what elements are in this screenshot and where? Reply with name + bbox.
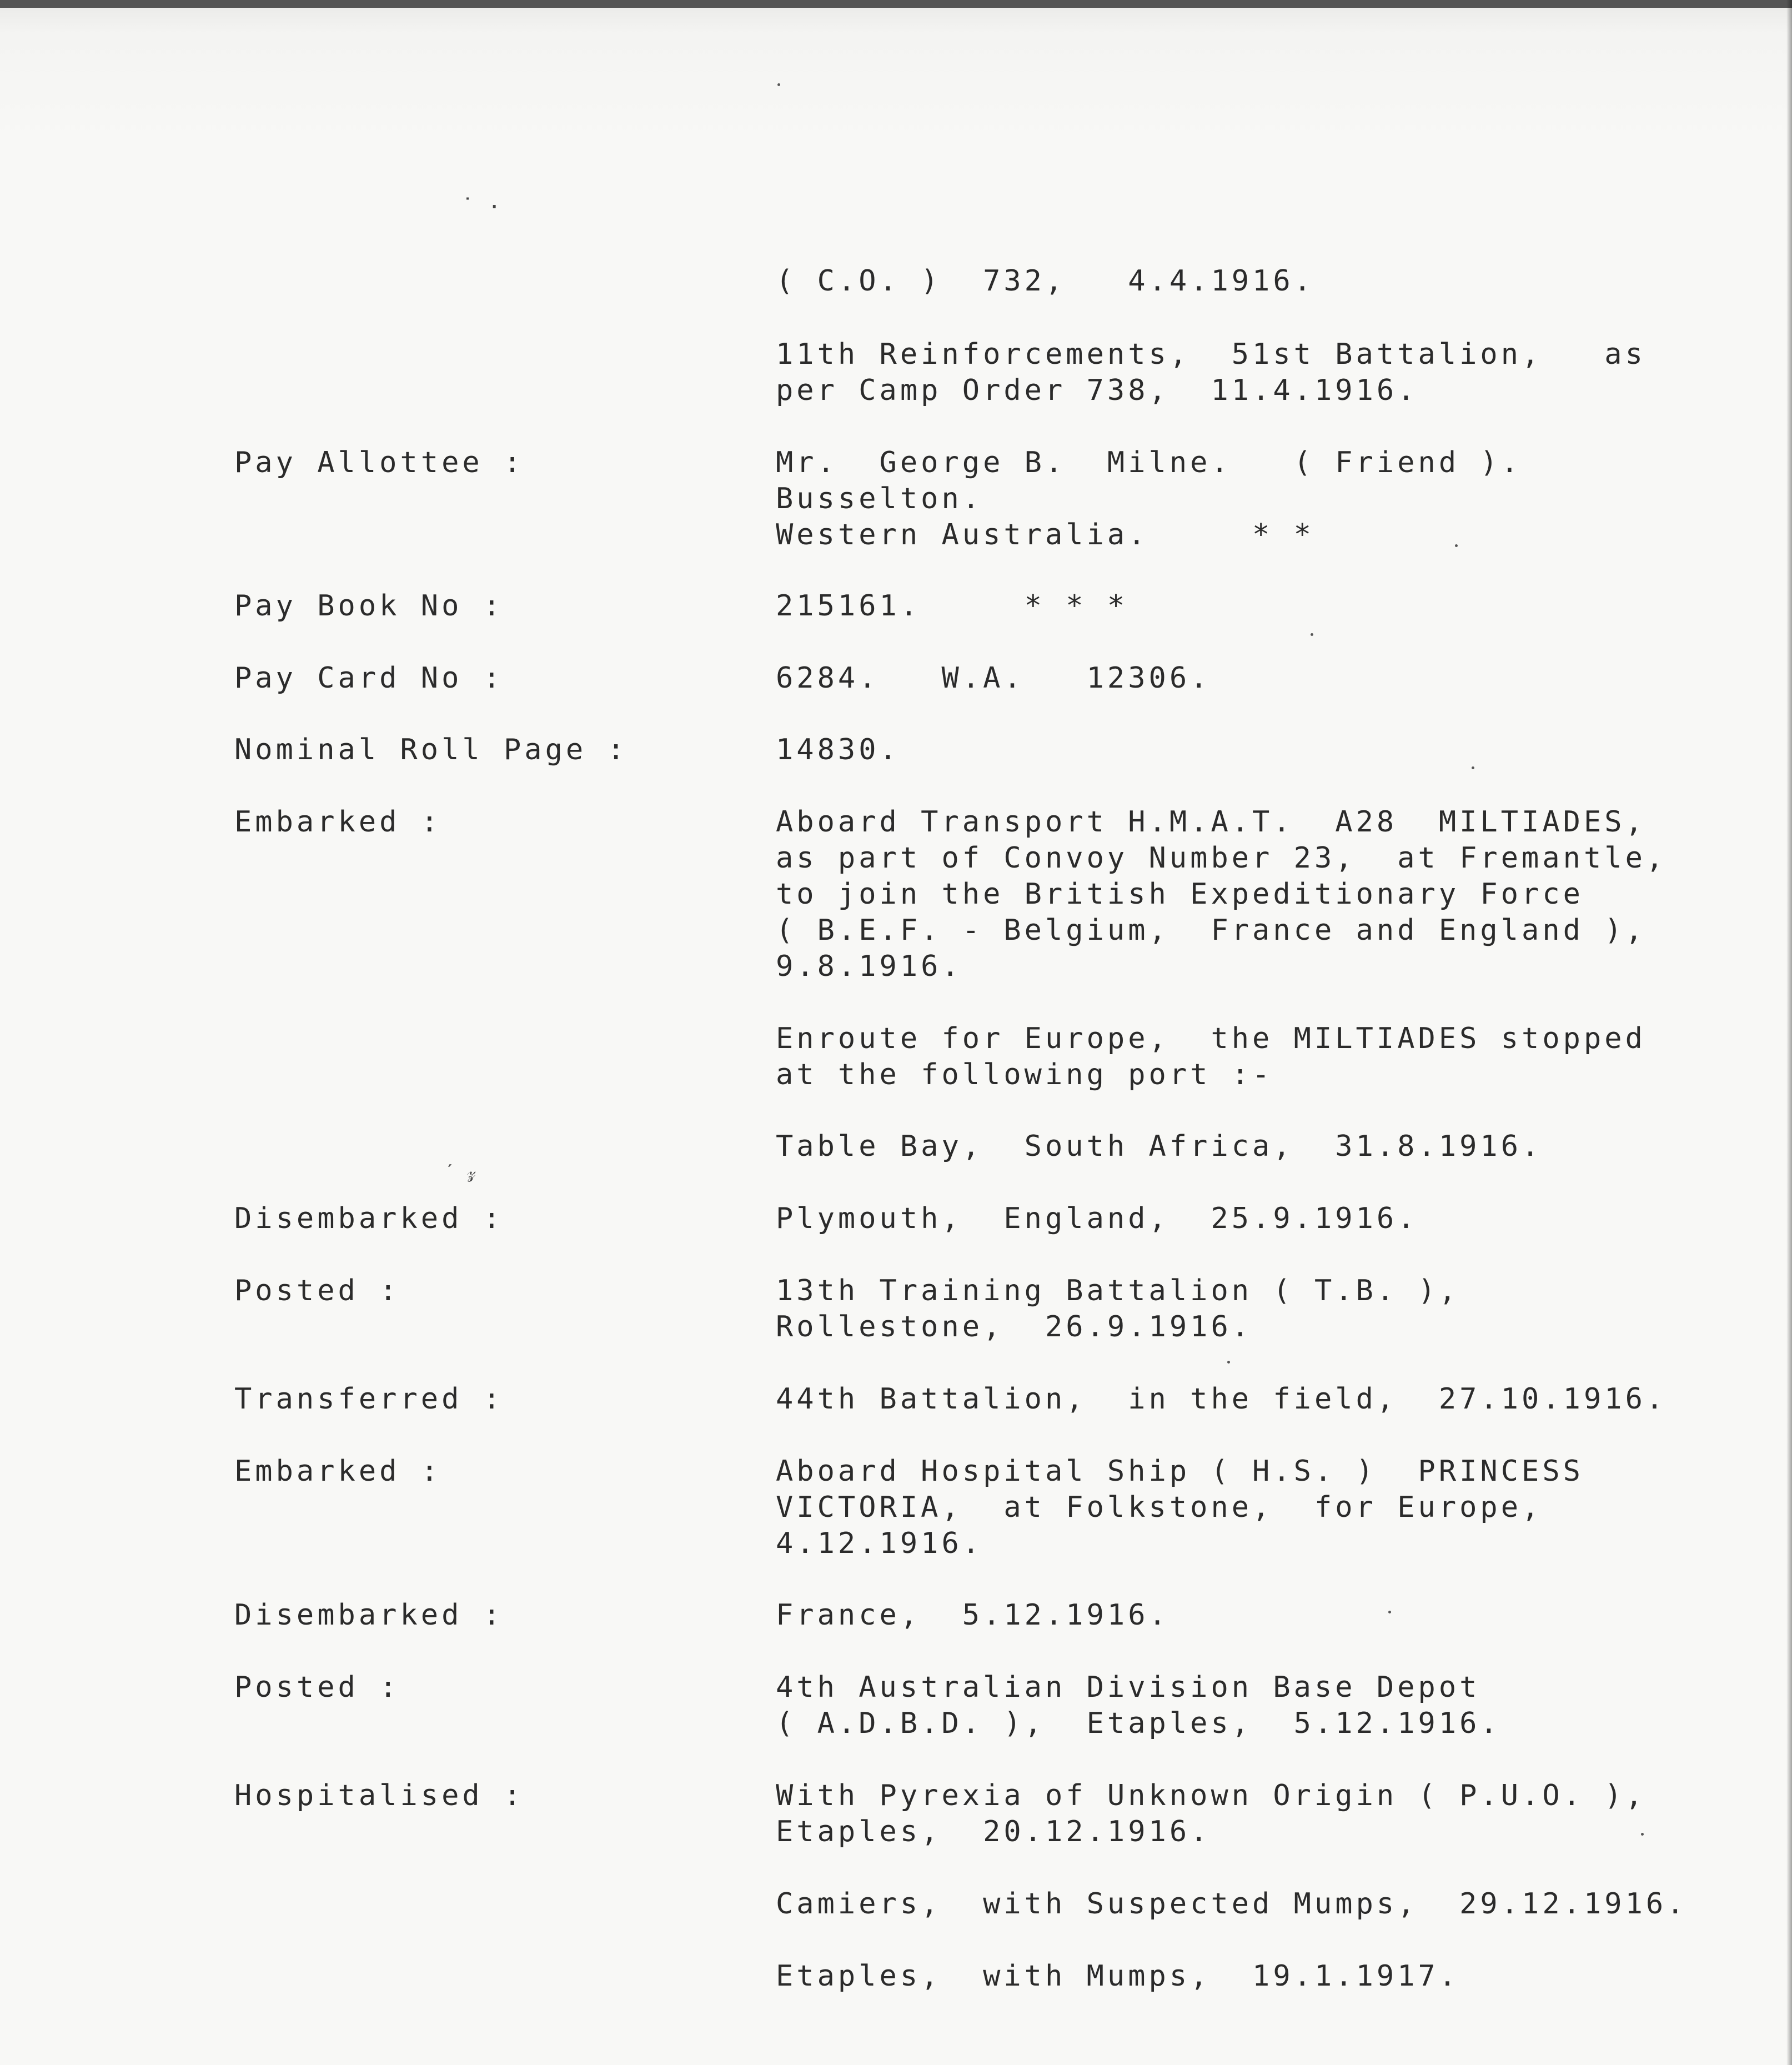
port-line: Table Bay, South Africa, 31.8.1916. [776,1130,1543,1163]
disembarked-value: Plymouth, England, 25.9.1916. [776,1202,1418,1235]
scan-speck [1455,544,1458,547]
enroute-line: Enroute for Europe, the MILTIADES stopped [776,1022,1646,1055]
disembarked-value: France, 5.12.1916. [776,1598,1169,1632]
scan-speck [1227,1361,1230,1364]
embarked-line: 9.8.1916. [776,950,962,983]
pay-allottee-line: Western Australia. * * [776,518,1314,552]
label-embarked: Embarked : [234,1455,442,1488]
label-pay-allottee: Pay Allottee : [234,446,525,479]
embarked-line: Aboard Hospital Ship ( H.S. ) PRINCESS [776,1455,1584,1488]
label-hospitalised: Hospitalised : [234,1779,525,1812]
scan-speck [777,83,780,86]
label-disembarked: Disembarked : [234,1598,504,1632]
handwritten-mark: ˊ 𝓏 [444,1161,476,1183]
scan-top-edge [0,0,1792,8]
camiers-line: Camiers, with Suspected Mumps, 29.12.1916. [776,1887,1688,1921]
pay-allottee-line: Busselton. [776,482,983,515]
pay-book-value: 215161. * * * [776,589,1128,623]
scan-right-edge [1786,0,1792,2065]
embarked-line: to join the British Expeditionary Force [776,878,1584,911]
stray-mark: ˙ · [461,194,501,220]
label-posted: Posted : [234,1671,400,1704]
embarked-line: as part of Convoy Number 23, at Fremantle, [776,841,1667,875]
pay-card-value: 6284. W.A. 12306. [776,661,1211,695]
posted-line: 4th Australian Division Base Depot [776,1671,1480,1704]
nominal-roll-value: 14830. [776,733,900,766]
posted-line: Rollestone, 26.9.1916. [776,1310,1253,1344]
scan-speck [1472,766,1474,769]
label-pay-book: Pay Book No : [234,589,504,623]
scan-speck [1641,1833,1644,1836]
posted-line: ( A.D.B.D. ), Etaples, 5.12.1916. [776,1707,1501,1740]
transferred-value: 44th Battalion, in the field, 27.10.1916. [776,1382,1667,1416]
label-nominal-roll: Nominal Roll Page : [234,733,628,766]
scan-speck [1388,1611,1391,1613]
etaples-line: Etaples, with Mumps, 19.1.1917. [776,1959,1460,1993]
enroute-line: at the following port :- [776,1058,1273,1091]
reinforcements-line: per Camp Order 738, 11.4.1916. [776,374,1418,407]
pay-allottee-line: Mr. George B. Milne. ( Friend ). [776,446,1522,479]
co-line: ( C.O. ) 732, 4.4.1916. [776,264,1314,298]
hospitalised-line: With Pyrexia of Unknown Origin ( P.U.O. ), [776,1779,1646,1812]
embarked-line: 4.12.1916. [776,1527,983,1560]
posted-line: 13th Training Battalion ( T.B. ), [776,1274,1460,1307]
scan-speck [1311,633,1313,636]
embarked-line: ( B.E.F. - Belgium, France and England ), [776,914,1646,947]
reinforcements-line: 11th Reinforcements, 51st Battalion, as [776,338,1646,371]
embarked-line: Aboard Transport H.M.A.T. A28 MILTIADES, [776,805,1646,839]
label-embarked: Embarked : [234,805,442,839]
label-disembarked: Disembarked : [234,1202,504,1235]
label-posted: Posted : [234,1274,400,1307]
label-pay-card: Pay Card No : [234,661,504,695]
hospitalised-line: Etaples, 20.12.1916. [776,1815,1211,1848]
embarked-line: VICTORIA, at Folkstone, for Europe, [776,1491,1543,1524]
label-transferred: Transferred : [234,1382,504,1416]
